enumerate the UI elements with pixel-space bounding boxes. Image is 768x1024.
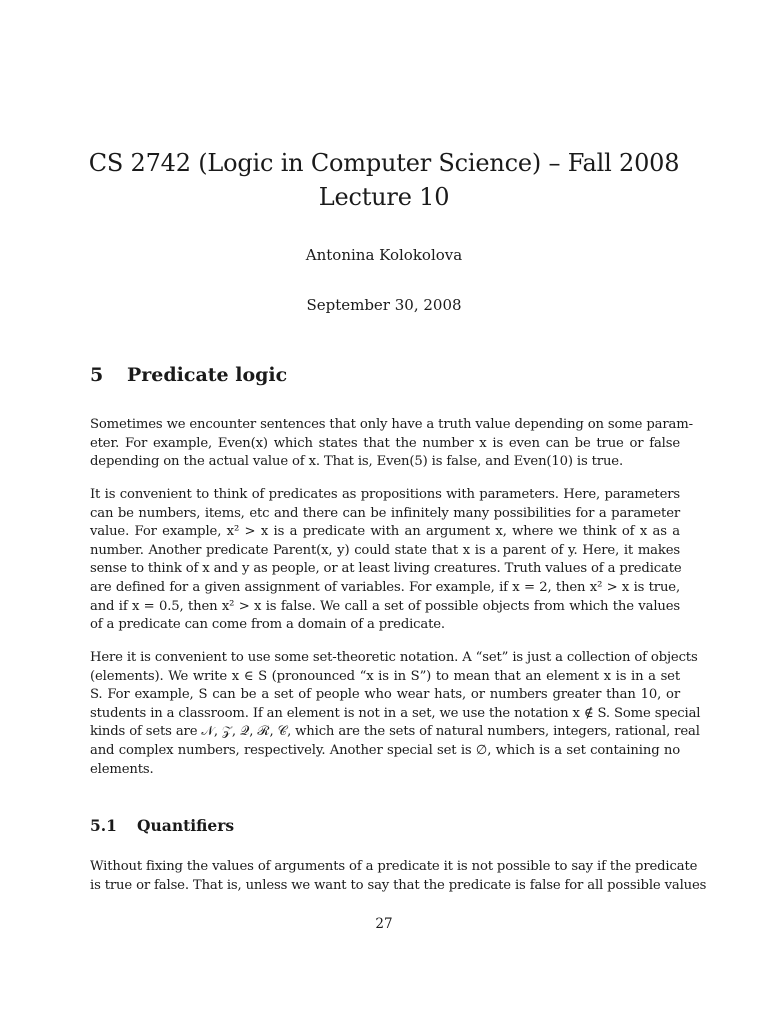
text-line: Here it is convenient to use some set-theoretic notation. A “set” is just a collection of objects xyxy=(90,650,698,665)
text-line: value. For example, x² > x is a predicate with an argument x, where we think of x as a xyxy=(90,524,680,540)
text-line: is true or false. That is, unless we want to say that the predicate is false for all possible values xyxy=(90,877,707,893)
text-line: can be numbers, items, etc and there can be infinitely many possibilities for a parameter xyxy=(90,505,680,521)
text-line: students in a classroom. If an element is not in a set, we use the notation x ∉ S. Some special xyxy=(90,705,701,721)
text-line: Without fixing the values of arguments of a predicate it is not possible to say if the predicate xyxy=(90,859,698,874)
text-line: kinds of sets are 𝒩, 𝒵, 𝒬, ℛ, 𝒞, which are the sets of natural numbers, integers, rational, real xyxy=(90,724,700,740)
text-line: S. For example, S can be a set of people who wear hats, or numbers greater than 10, or xyxy=(90,687,680,703)
text-line: number. Another predicate Parent(x, y) could state that x is a parent of y. Here, it makes xyxy=(90,542,680,558)
paragraph xyxy=(90,858,707,895)
lecture-title: CS 2742 (Logic in Computer Science) – Fall 2008 xyxy=(88,149,680,177)
section-title: Predicate logic xyxy=(127,364,288,386)
author-name: Antonina Kolokolova xyxy=(305,246,463,264)
lecture-date: September 30, 2008 xyxy=(306,296,462,314)
text-line: eter. For example, Even(x) which states that the number x is even can be true or false xyxy=(90,435,680,451)
section-heading xyxy=(90,364,287,386)
subsection-heading xyxy=(90,816,234,835)
text-line: are defined for a given assignment of variables. For example, if x = 2, then x² > x is true, xyxy=(90,579,680,595)
text-line: of a predicate can come from a domain of a predicate. xyxy=(90,617,445,633)
subsection-number: 5.1 xyxy=(90,816,117,835)
page-number: 27 xyxy=(375,916,393,932)
text-line: (elements). We write x ∈ S (pronounced “x is in S”) to mean that an element x is in a set xyxy=(90,668,680,684)
text-line: elements. xyxy=(90,761,154,777)
paragraph xyxy=(90,649,701,779)
text-line: depending on the actual value of x. That is, Even(5) is false, and Even(10) is true. xyxy=(90,454,624,470)
paragraph xyxy=(90,416,693,472)
lecture-number: Lecture 10 xyxy=(318,183,450,211)
subsection-title: Quantifiers xyxy=(137,816,235,835)
section-number: 5 xyxy=(90,364,104,386)
text-line: and if x = 0.5, then x² > x is false. We call a set of possible objects from which the values xyxy=(90,598,680,614)
paragraph xyxy=(90,486,680,635)
text-line: It is convenient to think of predicates as propositions with parameters. Here, parameters xyxy=(90,487,680,502)
text-line: sense to think of x and y as people, or at least living creatures. Truth values of a predicate xyxy=(90,561,682,577)
text-line: and complex numbers, respectively. Another special set is ∅, which is a set containing no xyxy=(90,742,680,758)
text-line: Sometimes we encounter sentences that only have a truth value depending on some param- xyxy=(90,417,693,432)
